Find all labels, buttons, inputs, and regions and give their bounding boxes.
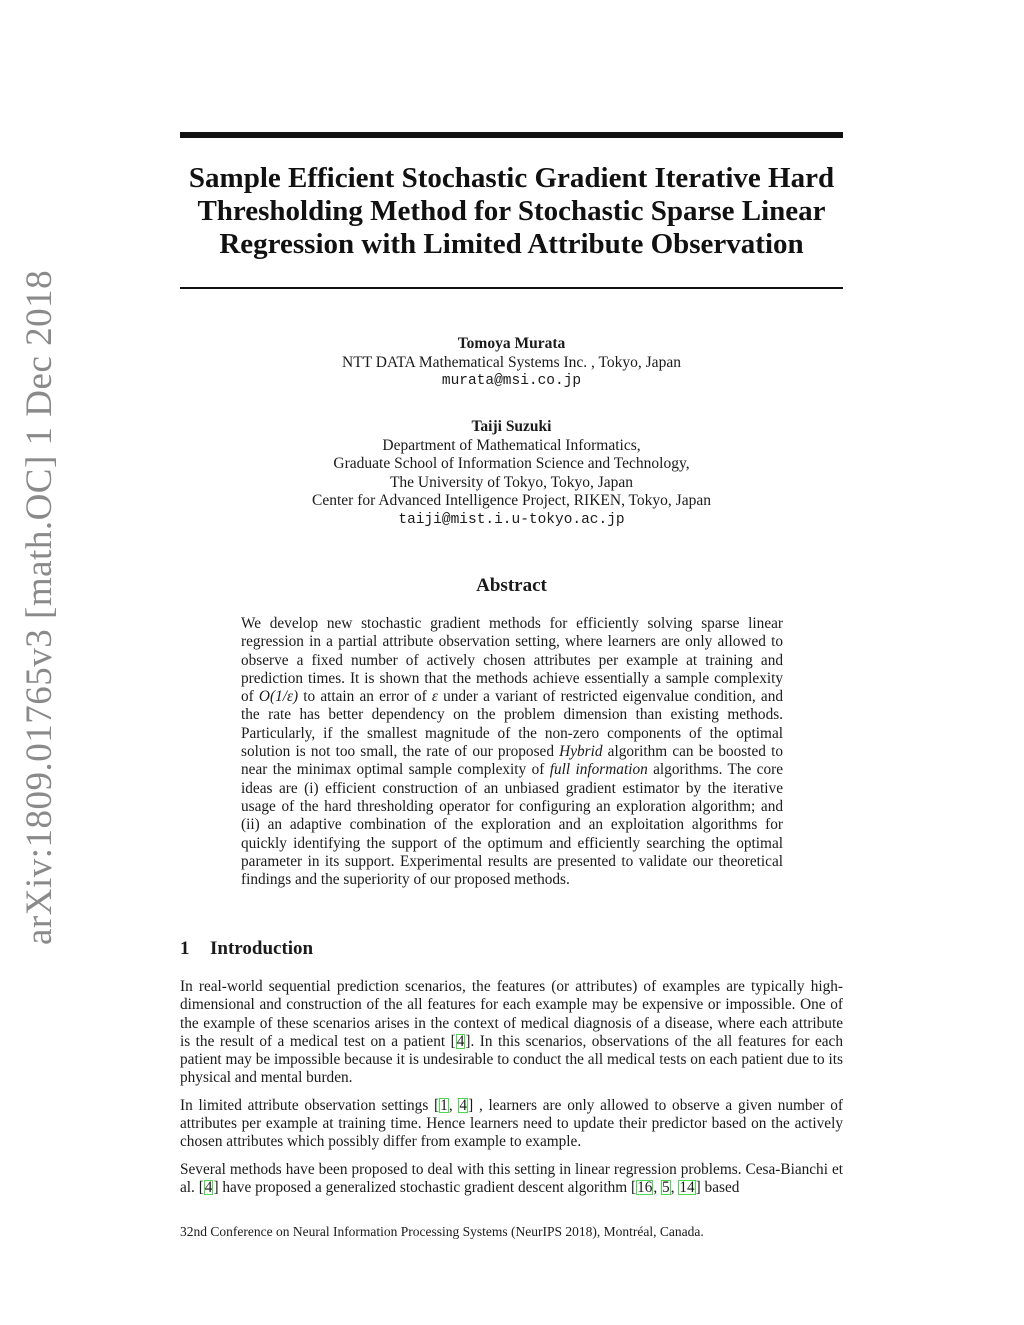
- section-title: Introduction: [210, 938, 314, 959]
- abstract-text: algorithm can be boosted to near the minimax optimal sample complexity of: [241, 743, 784, 779]
- abstract-text: under a variant of restricted eigenvalue condition, and the rate has better dependency on the problem dimension than existing methods. Particularly, if the smallest magnitude of the non-zero components of the optimal solution is not too small, the rate of our proposed: [241, 688, 783, 761]
- paragraph: [180, 1161, 843, 1198]
- citation-link[interactable]: 5: [662, 1178, 670, 1196]
- paragraph-text: ,: [653, 1178, 662, 1196]
- title-line: Thresholding Method for Stochastic Sparse Linear: [197, 195, 826, 227]
- paper-title: [180, 162, 843, 261]
- paragraph-text: ] based: [695, 1178, 740, 1196]
- paragraph-text: ,: [670, 1178, 679, 1196]
- author-name: Taiji Suzuki: [471, 418, 552, 435]
- author-name: Tomoya Murata: [457, 335, 566, 352]
- abstract-text: to attain an error of: [298, 688, 432, 706]
- paragraph-text: ] , learners are only allowed to observe a given number of attributes per example at training time. Hence learners need to update their predictor based on the actively chosen attributes which possibly differ from example to example.: [180, 1096, 843, 1151]
- author-affiliation: Graduate School of Information Science and Technology,: [333, 455, 690, 472]
- math-expression: O(1/ε): [258, 688, 299, 706]
- citation-link[interactable]: 4: [204, 1178, 213, 1196]
- emphasized-text: full information: [549, 761, 648, 779]
- abstract-heading: Abstract: [476, 575, 547, 596]
- citation-link[interactable]: 14: [679, 1178, 695, 1196]
- paragraph: [180, 1097, 843, 1152]
- abstract-text: We develop new stochastic gradient methods for efficiently solving sparse linear regression in a partial attribute observation setting, where learners are only allowed to observe a fixed number of actively chosen attributes per example at training and prediction times. It is shown that the methods achieve essentially a sample complexity of: [241, 615, 783, 706]
- paragraph-text: ,: [448, 1096, 459, 1114]
- author-email[interactable]: murata@msi.co.jp: [441, 373, 582, 389]
- paragraph: [180, 978, 843, 1088]
- title-line: Sample Efficient Stochastic Gradient Iterative Hard: [188, 162, 835, 194]
- section-number: 1: [180, 938, 190, 959]
- introduction-body: [180, 978, 843, 1206]
- conference-footer: 32nd Conference on Neural Information Processing Systems (NeurIPS 2018), Montréal, Canada.: [180, 1224, 704, 1239]
- author-affiliation: The University of Tokyo, Tokyo, Japan: [389, 473, 634, 491]
- author-block: [180, 335, 843, 391]
- author-block: [180, 418, 843, 529]
- author-affiliation: Department of Mathematical Informatics,: [382, 436, 641, 454]
- arxiv-identifier-stamp: arXiv:1809.01765v3 [math.OC] 1 Dec 2018: [19, 269, 60, 945]
- abstract-body: [241, 615, 783, 889]
- citation-link[interactable]: 1: [440, 1096, 448, 1114]
- title-top-rule: [180, 132, 843, 138]
- paragraph-text: In real-world sequential prediction scenarios, the features (or attributes) of examples are typically high-dimensional and construction of the all features for each example may be expensive or impossible. One of the example of these scenarios arises in the context of medical diagnosis of a disease, where each attribute is the result of a medical test on a patient [: [180, 978, 843, 1050]
- title-line: Regression with Limited Attribute Observation: [219, 228, 804, 260]
- paragraph-text: ] have proposed a generalized stochastic gradient descent algorithm [: [213, 1178, 637, 1196]
- title-bottom-rule: [180, 287, 843, 289]
- author-affiliation: NTT DATA Mathematical Systems Inc. , Tokyo, Japan: [342, 353, 681, 371]
- math-expression: ε: [431, 688, 438, 706]
- paragraph-text: In limited attribute observation settings [: [180, 1096, 440, 1114]
- paragraph-text: ]. In this scenarios, observations of the all features for each patient may be impossible because it is undesirable to conduct the all medical tests on each patient due to its physical and mental burden.: [180, 1032, 843, 1087]
- abstract-text: algorithms. The core ideas are (i) efficient construction of an unbiased gradient estimator by the iterative usage of the hard thresholding operator for configuring an exploration algorithm; and (ii) an adaptive combination of the exploration and an exploitation algorithms for quickly identifying the support of the optimum and efficiently searching the optimal parameter in its support. Experimental results are presented to validate our theoretical findings and the superiority of our proposed methods.: [241, 761, 783, 889]
- citation-link[interactable]: 16: [637, 1178, 653, 1196]
- author-affiliation: Center for Advanced Intelligence Project, RIKEN, Tokyo, Japan: [312, 492, 711, 509]
- section-heading: [180, 938, 313, 960]
- emphasized-text: Hybrid: [559, 743, 603, 761]
- citation-link[interactable]: 4: [459, 1096, 468, 1114]
- author-email[interactable]: taiji@mist.i.u-tokyo.ac.jp: [398, 511, 625, 528]
- citation-link[interactable]: 4: [456, 1032, 465, 1050]
- paragraph-text: Several methods have been proposed to deal with this setting in linear regression problems. Cesa-Bianchi et al. [: [180, 1160, 843, 1196]
